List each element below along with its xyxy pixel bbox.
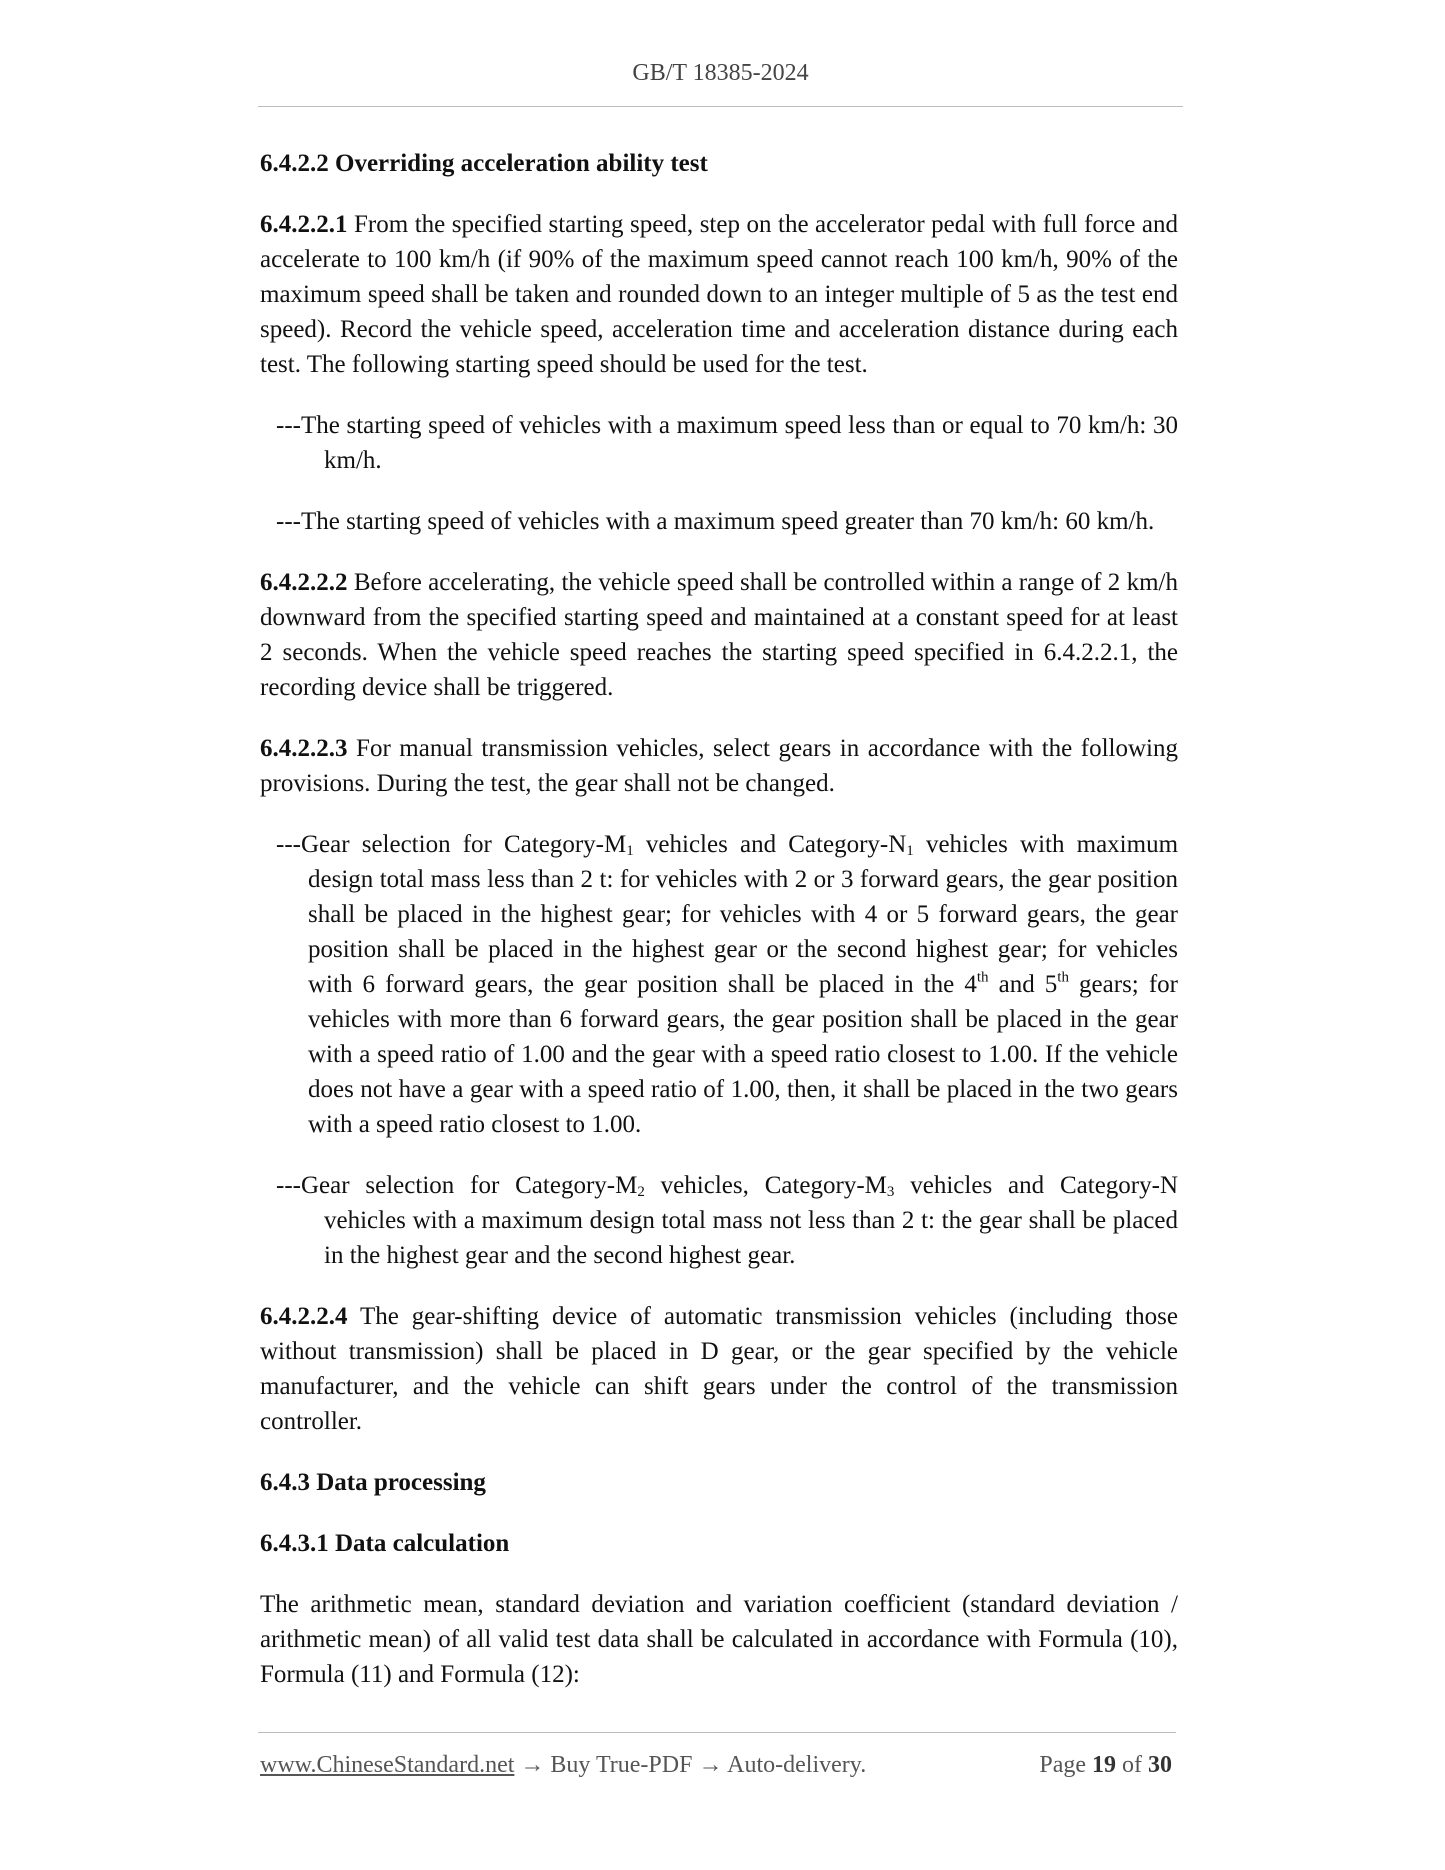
buy-text: Buy True-PDF xyxy=(550,1752,693,1778)
clause-text: Before accelerating, the vehicle speed shall be controlled within a range of 2 km/h downward from the specified starting speed and maintained at a constant speed for at least 2 seconds. When the vehicle speed reaches the starting speed specified in 6.4.2.2.1, the recording device shall be triggered. xyxy=(260,569,1178,701)
paragraph-6-4-2-2-4 xyxy=(260,1299,1178,1439)
section-heading-6-4-2-2: 6.4.2.2 Overriding acceleration ability test xyxy=(260,150,708,177)
text-run: ---Gear selection for Category-M xyxy=(276,831,627,858)
subscript: 1 xyxy=(626,843,634,859)
page-total: 30 xyxy=(1148,1752,1172,1778)
text-run: and 5 xyxy=(988,971,1058,998)
clause-number: 6.4.2.2.2 xyxy=(260,569,348,596)
page-number: 19 xyxy=(1092,1752,1116,1778)
subscript: 3 xyxy=(886,1184,895,1200)
paragraph-data-calculation: The arithmetic mean, standard deviation and variation coefficient (standard deviation / arithmetic mean) of all valid test data shall be calculated in accordance with Formula (10), Formula (11) and Formula (12): xyxy=(260,1591,1178,1688)
paragraph-6-4-2-2-2 xyxy=(260,565,1178,705)
clause-number: 6.4.2.2.1 xyxy=(260,211,348,238)
clause-text: From the specified starting speed, step on the accelerator pedal with full force and accelerate to 100 km/h (if 90% of the maximum speed cannot reach 100 km/h, 90% of the maximum speed shall be taken and rounded down to an integer multiple of 5 as the test end speed). Record the vehicle speed, acceleration time and acceleration distance during each test. The following starting speed should be used for the test. xyxy=(260,211,1178,378)
footer-divider xyxy=(258,1732,1176,1733)
document-body xyxy=(260,146,1178,1718)
clause-text: The gear-shifting device of automatic transmission vehicles (including those without transmission) shall be placed in D gear, or the gear specified by the vehicle manufacturer, and the vehicle can shift gears under the control of the transmission controller. xyxy=(260,1303,1178,1435)
arrow-right-icon: → xyxy=(692,1752,728,1778)
superscript: th xyxy=(1057,969,1069,986)
section-heading-6-4-3-1: 6.4.3.1 Data calculation xyxy=(260,1530,510,1557)
list-item-gear-selection-m1-n1 xyxy=(260,827,1178,1142)
delivery-text: Auto-delivery. xyxy=(727,1752,867,1778)
site-link[interactable]: www.ChineseStandard.net xyxy=(260,1752,515,1778)
section-heading-6-4-3: 6.4.3 Data processing xyxy=(260,1469,486,1496)
page-footer xyxy=(260,1752,1178,1792)
text-run: vehicles with maximum design total mass less than 2 t: for vehicles with 2 or 3 forward gears, the gear position shall be placed in the highest gear; for vehicles with 4 or 5 forward gears, the gear position shall be placed in the highest gear or the second highest gear; for vehicles with 6 forward gears, the gear position shall be placed in the 4 xyxy=(308,831,1179,998)
text-run: ---Gear selection for Category-M xyxy=(276,1172,638,1199)
subscript: 1 xyxy=(906,843,914,859)
clause-text: For manual transmission vehicles, select gears in accordance with the following provisions. During the test, the gear shall not be changed. xyxy=(260,735,1178,797)
list-item-starting-speed-low: ---The starting speed of vehicles with a maximum speed less than or equal to 70 km/h: 30 km/h. xyxy=(276,412,1178,474)
list-item-starting-speed-high: ---The starting speed of vehicles with a maximum speed greater than 70 km/h: 60 km/h. xyxy=(276,508,1155,535)
page-header-standard-code: GB/T 18385-2024 xyxy=(632,60,809,86)
clause-number: 6.4.2.2.4 xyxy=(260,1303,348,1330)
clause-number: 6.4.2.2.3 xyxy=(260,735,348,762)
text-run: vehicles and Category-N xyxy=(633,831,907,858)
list-item-gear-selection-m2-m3-n xyxy=(260,1168,1178,1273)
superscript: th xyxy=(976,969,989,986)
text-run: vehicles, Category-M xyxy=(644,1172,887,1199)
paragraph-6-4-2-2-1 xyxy=(260,207,1178,382)
footer-promo xyxy=(260,1752,866,1779)
subscript: 2 xyxy=(637,1184,645,1200)
paragraph-6-4-2-2-3 xyxy=(260,731,1178,801)
arrow-right-icon: → xyxy=(514,1752,551,1778)
page-label: Page xyxy=(1039,1752,1092,1778)
of-label: of xyxy=(1116,1752,1148,1778)
text-run: gears; for vehicles with more than 6 forward gears, the gear position shall be placed in the gear with a speed ratio of 1.00 and the gear with a speed ratio closest to 1.00. If the vehicle does not have a gear with a speed ratio of 1.00, then, it shall be placed in the two gears with a speed ratio closest to 1.00. xyxy=(308,971,1178,1138)
header-divider xyxy=(258,106,1183,107)
page-indicator xyxy=(1039,1752,1172,1779)
text-run: vehicles and Category-N vehicles with a maximum design total mass not less than 2 t: the gear shall be placed in the highest gear and the second highest gear. xyxy=(324,1172,1179,1269)
